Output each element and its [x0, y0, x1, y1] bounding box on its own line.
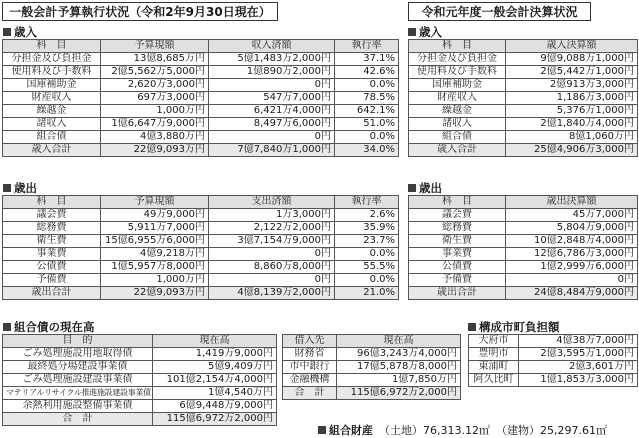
budget-amount: 1,000万円	[101, 105, 209, 118]
total-rate: 21.0%	[335, 287, 399, 300]
budget-amount: 1億6,647万9,000円	[101, 118, 209, 131]
land-area: （土地）76,313.12㎡	[379, 424, 490, 437]
municipal-burden-table	[468, 334, 638, 387]
execution-rate: 0.0%	[335, 274, 399, 287]
square-bullet-icon	[3, 323, 11, 331]
execution-rate: 78.5%	[335, 92, 399, 105]
table-row	[409, 274, 638, 287]
table-header-row	[3, 335, 277, 348]
item-name: 分担金及び負担金	[409, 53, 506, 66]
item-name: 予備費	[409, 274, 506, 287]
table-row	[3, 274, 399, 287]
item-name: 財産収入	[3, 92, 101, 105]
column-header: 支出済額	[209, 196, 335, 209]
table-header-row	[3, 196, 399, 209]
table-row	[409, 248, 638, 261]
table-row	[469, 374, 638, 387]
settled-amount: 1,186万3,000円	[506, 92, 638, 105]
table-row	[469, 335, 638, 348]
total-label: 合 計	[283, 387, 337, 400]
item-name: 事業費	[3, 248, 101, 261]
table-row	[283, 374, 461, 387]
item-name: 組合債	[409, 131, 506, 144]
burden-amount: 2億3,595万1,000円	[519, 348, 638, 361]
spent-amount: 2,122万2,000円	[209, 222, 335, 235]
received-amount: 0円	[209, 79, 335, 92]
debt-purpose: 余熱利用施設整備事業債	[3, 400, 153, 413]
table-row	[409, 92, 638, 105]
execution-rate: 2.6%	[335, 209, 399, 222]
table-row	[3, 400, 277, 413]
settled-amount: 2億1,840万4,000円	[506, 118, 638, 131]
square-bullet-icon	[468, 323, 476, 331]
square-bullet-icon	[408, 28, 416, 36]
total-row	[3, 287, 399, 300]
column-header: 現在高	[337, 335, 461, 348]
item-name: 公債費	[3, 261, 101, 274]
settled-amount: 2億913万3,000円	[506, 79, 638, 92]
item-name: 分担金及び負担金	[3, 53, 101, 66]
total-row	[283, 387, 461, 400]
budget-amount: 2億5,562万5,000円	[101, 66, 209, 79]
spent-amount: 1万3,000円	[209, 209, 335, 222]
item-name: 国庫補助金	[409, 79, 506, 92]
item-name: 衛生費	[409, 235, 506, 248]
total-outstanding: 115億6,972万2,000円	[153, 413, 277, 426]
item-name: 国庫補助金	[3, 79, 101, 92]
table-row	[3, 361, 277, 374]
table-row	[3, 66, 399, 79]
item-name: 使用料及び手数料	[3, 66, 101, 79]
settled-amount: 1億2,999万6,000円	[506, 261, 638, 274]
item-name: 諸収入	[409, 118, 506, 131]
right-revenue-heading: 歳入	[408, 24, 442, 40]
total-budget: 22億9,093万円	[101, 144, 209, 157]
spent-amount: 0円	[209, 274, 335, 287]
table-row	[3, 92, 399, 105]
debt-heading: 組合債の現在高	[3, 319, 95, 335]
execution-rate: 55.5%	[335, 261, 399, 274]
table-header-row	[409, 40, 638, 53]
item-name: 衛生費	[3, 235, 101, 248]
budget-expenditure-table	[2, 195, 399, 300]
burden-amount: 4億38万7,000円	[519, 335, 638, 348]
debt-by-purpose-table	[2, 334, 277, 426]
table-row	[409, 131, 638, 144]
settled-amount: 5,376万1,000円	[506, 105, 638, 118]
budget-amount: 4億9,218万円	[101, 248, 209, 261]
budget-amount: 1,000万円	[101, 274, 209, 287]
total-label: 歳入合計	[409, 144, 506, 157]
square-bullet-icon	[3, 184, 11, 192]
budget-amount: 4億3,880万円	[101, 131, 209, 144]
total-row	[409, 287, 638, 300]
received-amount: 0円	[209, 131, 335, 144]
table-row	[283, 361, 461, 374]
table-header-row	[283, 335, 461, 348]
column-header: 歳出決算額	[506, 196, 638, 209]
item-name: 総務費	[3, 222, 101, 235]
item-name: 議会費	[3, 209, 101, 222]
burden-heading: 構成市町負担額	[468, 319, 560, 335]
item-name: 使用料及び手数料	[409, 66, 506, 79]
execution-rate: 23.7%	[335, 235, 399, 248]
column-header: 目 的	[3, 335, 153, 348]
item-name: 繰越金	[409, 105, 506, 118]
outstanding-amount: 6億9,448万9,000円	[153, 400, 277, 413]
table-row	[409, 235, 638, 248]
total-rate: 34.0%	[335, 144, 399, 157]
table-row	[3, 131, 399, 144]
debt-purpose: ごみ処理施設建設事業債	[3, 374, 153, 387]
lender-name: 市中銀行	[283, 361, 337, 374]
budget-execution-title: 一般会計予算執行状況（令和2年9月30日現在）	[2, 2, 278, 21]
column-header: 歳入決算額	[506, 40, 638, 53]
right-expenditure-heading: 歳出	[408, 180, 442, 196]
burden-amount: 2億3,601万円	[519, 361, 638, 374]
table-row	[283, 348, 461, 361]
table-row	[3, 79, 399, 92]
table-header-row	[3, 40, 399, 53]
table-row	[409, 66, 638, 79]
budget-amount: 13億8,685万円	[101, 53, 209, 66]
debt-purpose: 最終処分場建設事業債	[3, 361, 153, 374]
debt-by-lender-table	[282, 334, 461, 400]
item-name: 諸収入	[3, 118, 101, 131]
execution-rate: 0.0%	[335, 131, 399, 144]
settlement-revenue-table	[408, 39, 638, 157]
settled-amount: 10億2,848万4,000円	[506, 235, 638, 248]
item-name: 議会費	[409, 209, 506, 222]
budget-amount: 49万9,000円	[101, 209, 209, 222]
execution-rate: 642.1%	[335, 105, 399, 118]
table-row	[409, 79, 638, 92]
execution-rate: 42.6%	[335, 66, 399, 79]
total-label: 歳入合計	[3, 144, 101, 157]
total-label: 歳出合計	[3, 287, 101, 300]
item-name: 事業費	[409, 248, 506, 261]
received-amount: 1億890万2,000円	[209, 66, 335, 79]
settled-amount: 9億9,088万1,000円	[506, 53, 638, 66]
total-budget: 22億9,093万円	[101, 287, 209, 300]
table-row	[3, 348, 277, 361]
total-settled: 24億8,484万9,000円	[506, 287, 638, 300]
execution-rate: 51.0%	[335, 118, 399, 131]
debt-purpose: ごみ処理施設用地取得債	[3, 348, 153, 361]
square-bullet-icon	[408, 184, 416, 192]
settled-amount: 12億6,786万3,000円	[506, 248, 638, 261]
table-row	[409, 105, 638, 118]
item-name: 組合債	[3, 131, 101, 144]
settlement-title: 令和元年度一般会計決算状況	[408, 2, 591, 21]
square-bullet-icon	[3, 28, 11, 36]
received-amount: 6,421万4,000円	[209, 105, 335, 118]
settled-amount: 2億5,442万1,000円	[506, 66, 638, 79]
table-row	[3, 235, 399, 248]
outstanding-amount: 1億4,540万円	[153, 387, 277, 400]
table-row	[409, 209, 638, 222]
table-row	[3, 53, 399, 66]
debt-purpose: マテリアルリサイクル推進施設建設事業債	[3, 387, 153, 400]
budget-amount: 2,620万3,000円	[101, 79, 209, 92]
outstanding-amount: 17億5,878万8,000円	[337, 361, 461, 374]
table-row	[3, 222, 399, 235]
column-header: 科 目	[3, 40, 101, 53]
received-amount: 5億1,483万2,000円	[209, 53, 335, 66]
table-row	[3, 387, 277, 400]
table-row	[409, 53, 638, 66]
table-row	[3, 248, 399, 261]
execution-rate: 35.9%	[335, 222, 399, 235]
table-row	[3, 105, 399, 118]
budget-amount: 15億6,955万6,000円	[101, 235, 209, 248]
municipality-name: 大府市	[469, 335, 519, 348]
column-header: 執行率	[335, 40, 399, 53]
item-name: 予備費	[3, 274, 101, 287]
table-row	[3, 209, 399, 222]
lender-name: 財務省	[283, 348, 337, 361]
settlement-expenditure-table	[408, 195, 638, 300]
total-row	[3, 144, 399, 157]
spent-amount: 0円	[209, 248, 335, 261]
received-amount: 547万7,000円	[209, 92, 335, 105]
item-name: 財産収入	[409, 92, 506, 105]
spent-amount: 8,860万8,000円	[209, 261, 335, 274]
union-property-label: 組合財産	[318, 422, 373, 438]
total-label: 合 計	[3, 413, 153, 426]
outstanding-amount: 5億9,409万円	[153, 361, 277, 374]
total-outstanding: 115億6,972万2,000円	[337, 387, 461, 400]
left-revenue-heading: 歳入	[3, 24, 37, 40]
spent-amount: 3億7,154万9,000円	[209, 235, 335, 248]
table-row	[469, 348, 638, 361]
settled-amount: 5,804万9,000円	[506, 222, 638, 235]
column-header: 予算現額	[101, 40, 209, 53]
total-row	[409, 144, 638, 157]
column-header: 収入済額	[209, 40, 335, 53]
square-bullet-icon	[318, 426, 326, 434]
item-name: 総務費	[409, 222, 506, 235]
column-header: 科 目	[409, 196, 506, 209]
table-row	[3, 374, 277, 387]
execution-rate: 0.0%	[335, 79, 399, 92]
total-row	[3, 413, 277, 426]
municipality-name: 東浦町	[469, 361, 519, 374]
outstanding-amount: 1,419万9,000円	[153, 348, 277, 361]
total-spent: 4億8,139万2,000円	[209, 287, 335, 300]
table-header-row	[409, 196, 638, 209]
table-row	[469, 361, 638, 374]
table-row	[3, 261, 399, 274]
settled-amount: 8億1,060万円	[506, 131, 638, 144]
outstanding-amount: 96億3,243万4,000円	[337, 348, 461, 361]
budget-amount: 697万3,000円	[101, 92, 209, 105]
budget-amount: 5,911万7,000円	[101, 222, 209, 235]
settled-amount: 45万7,000円	[506, 209, 638, 222]
received-amount: 8,497万6,000円	[209, 118, 335, 131]
burden-amount: 1億1,853万3,000円	[519, 374, 638, 387]
table-row	[409, 222, 638, 235]
outstanding-amount: 1億7,850万円	[337, 374, 461, 387]
column-header: 借入先	[283, 335, 337, 348]
column-header: 科 目	[3, 196, 101, 209]
union-property	[318, 422, 607, 438]
column-header: 予算現額	[101, 196, 209, 209]
column-header: 科 目	[409, 40, 506, 53]
municipality-name: 豊明市	[469, 348, 519, 361]
total-received: 7億7,840万1,000円	[209, 144, 335, 157]
item-name: 公債費	[409, 261, 506, 274]
budget-amount: 1億5,957万8,000円	[101, 261, 209, 274]
column-header: 執行率	[335, 196, 399, 209]
municipality-name: 阿久比町	[469, 374, 519, 387]
item-name: 繰越金	[3, 105, 101, 118]
total-label: 歳出合計	[409, 287, 506, 300]
table-row	[3, 118, 399, 131]
execution-rate: 0.0%	[335, 248, 399, 261]
left-expenditure-heading: 歳出	[3, 180, 37, 196]
execution-rate: 37.1%	[335, 53, 399, 66]
lender-name: 金融機構	[283, 374, 337, 387]
building-area: （建物）25,297.61㎡	[495, 424, 607, 437]
settled-amount: 0円	[506, 274, 638, 287]
total-settled: 25億4,906万3,000円	[506, 144, 638, 157]
table-row	[409, 261, 638, 274]
outstanding-amount: 101億2,154万4,000円	[153, 374, 277, 387]
table-row	[409, 118, 638, 131]
column-header: 現在高	[153, 335, 277, 348]
budget-revenue-table	[2, 39, 399, 157]
